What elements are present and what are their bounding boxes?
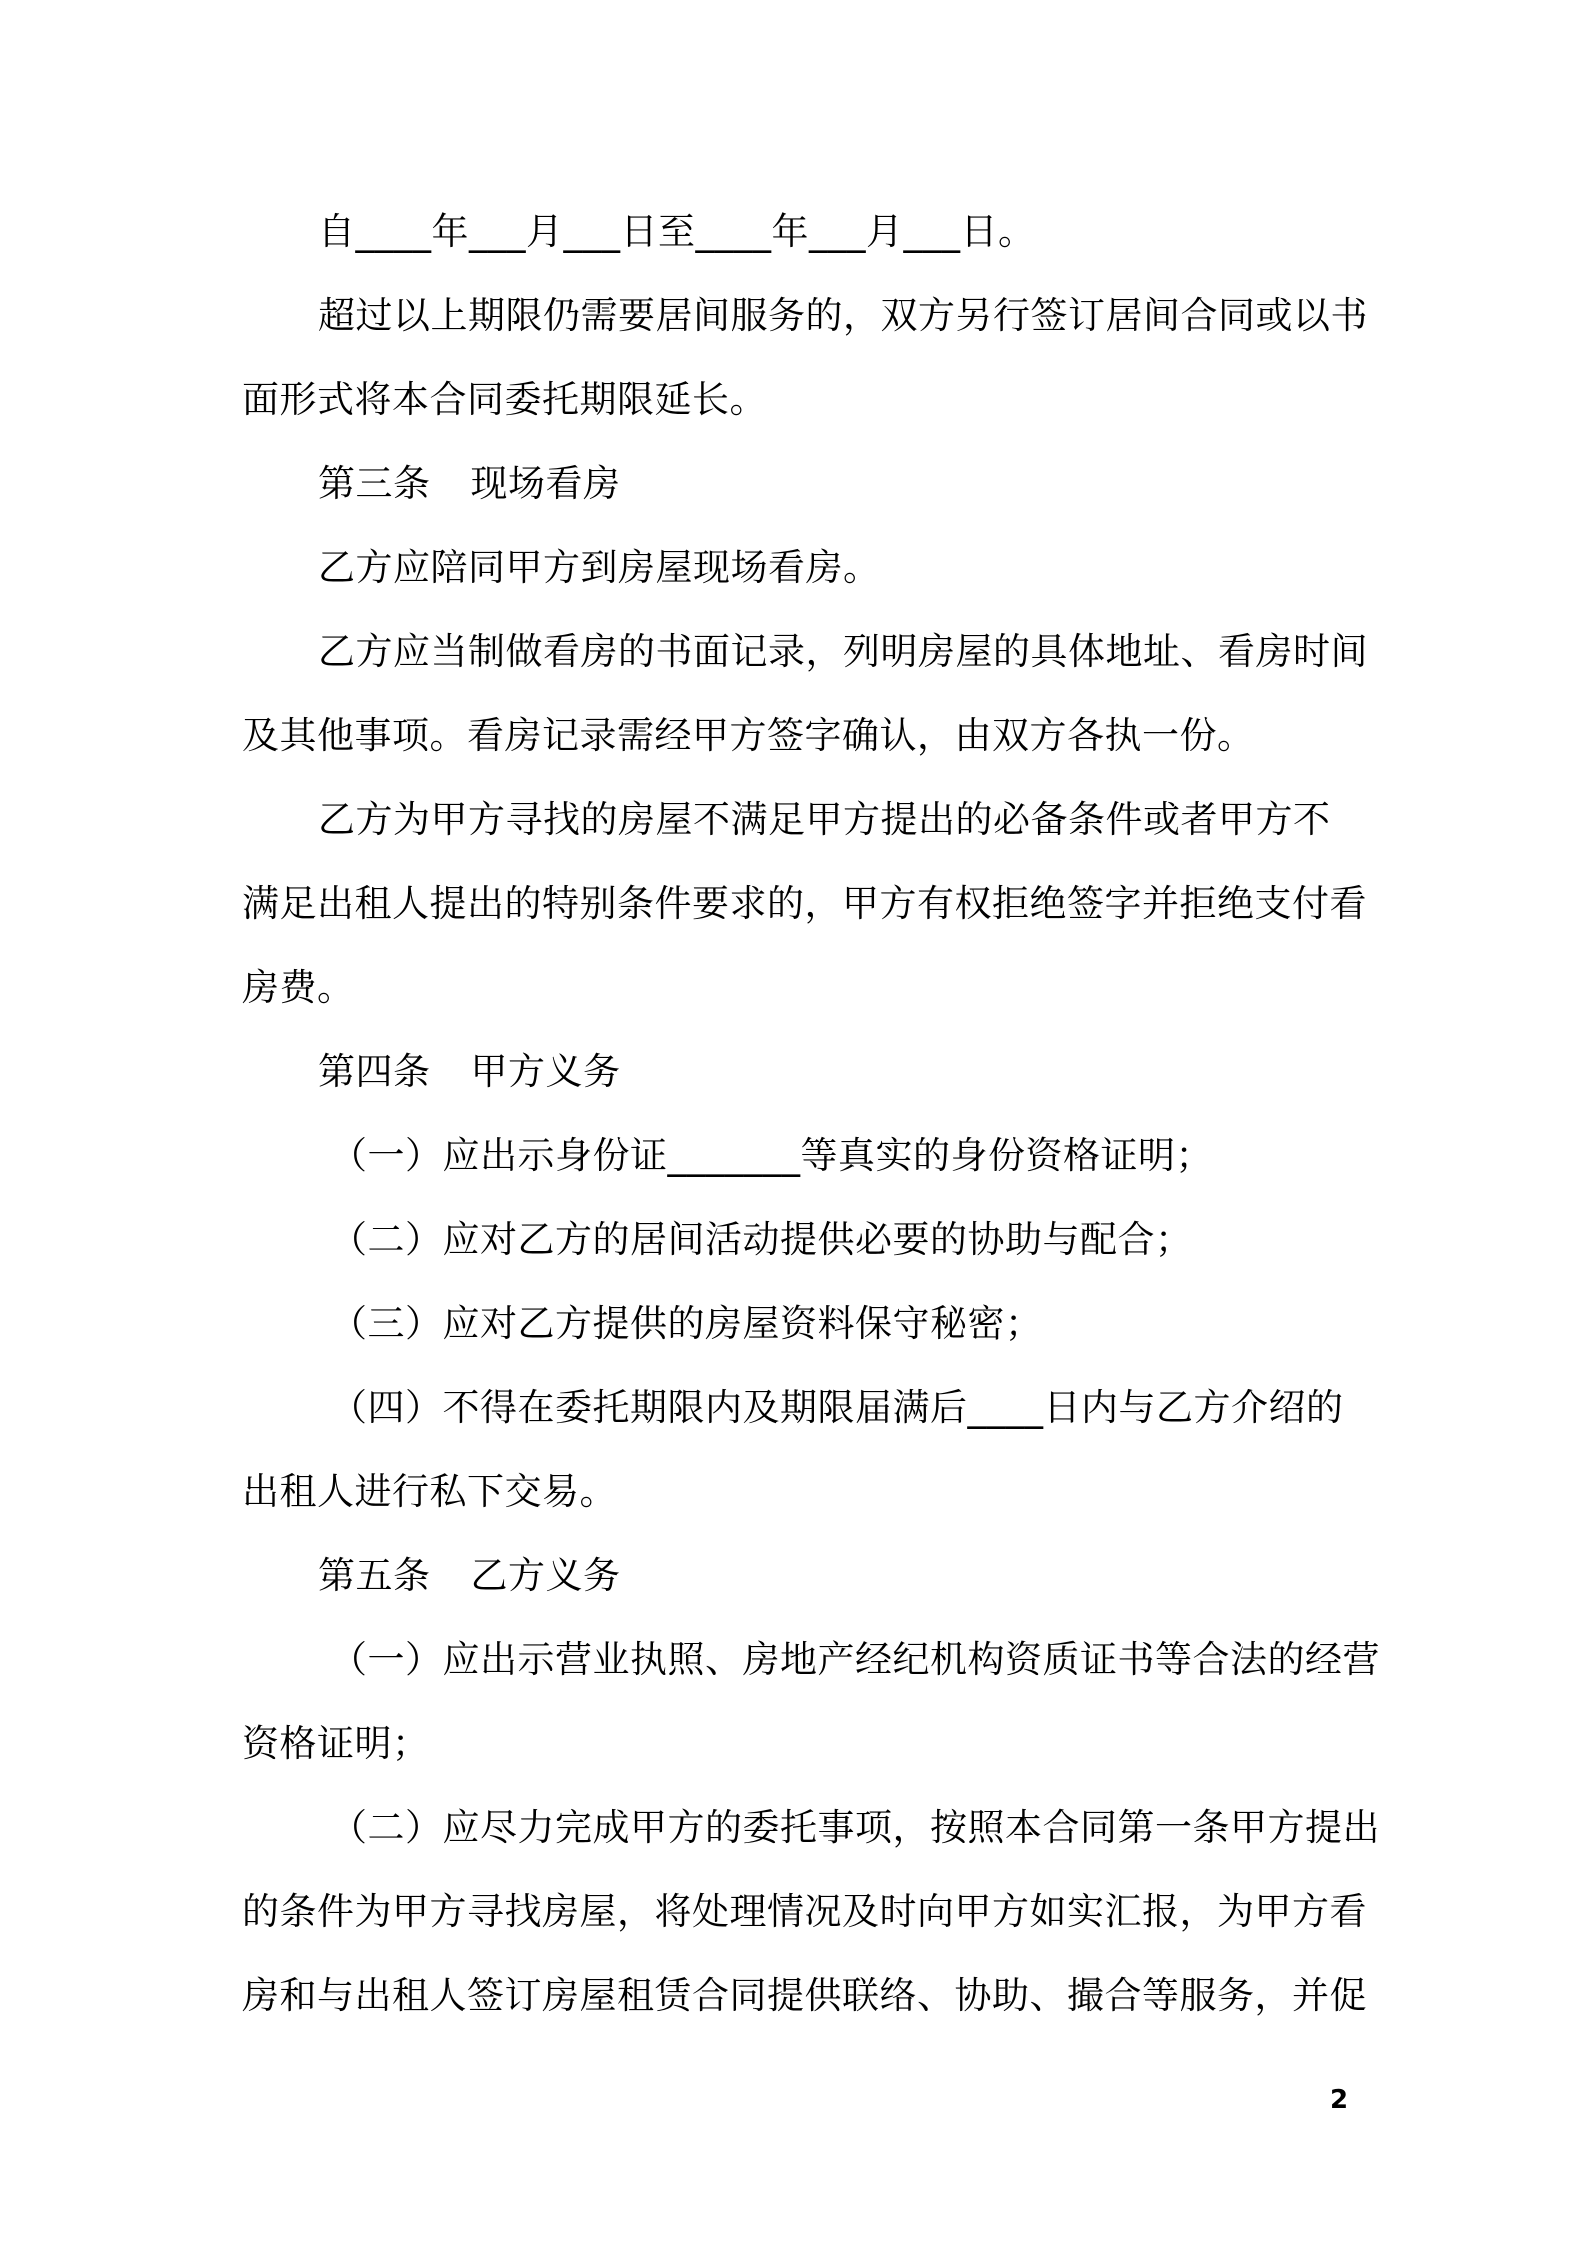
- article-title: 甲方义务: [470, 1050, 621, 1093]
- page-number: 2: [1330, 2085, 1349, 2115]
- paragraph-line: 房费。: [242, 966, 355, 1009]
- obligation-item: （一）应出示身份证_______等真实的身份资格证明；: [330, 1134, 1213, 1177]
- obligation-item: （二）应对乙方的居间活动提供必要的协助与配合；: [330, 1218, 1193, 1261]
- paragraph-line: 满足出租人提出的特别条件要求的，甲方有权拒绝签字并拒绝支付看: [242, 882, 1367, 925]
- paragraph-line: 资格证明；: [242, 1722, 430, 1765]
- article-number: 第三条: [318, 462, 431, 505]
- date-range-line: 自____年___月___日至____年___月___日。: [318, 210, 1036, 253]
- article-title: 现场看房: [470, 462, 621, 505]
- paragraph-line: 乙方应陪同甲方到房屋现场看房。: [318, 546, 881, 589]
- article-number: 第五条: [318, 1554, 431, 1597]
- obligation-item: （四）不得在委托期限内及期限届满后____日内与乙方介绍的: [330, 1386, 1344, 1429]
- obligation-item: （三）应对乙方提供的房屋资料保守秘密；: [330, 1302, 1043, 1345]
- obligation-item: （一）应出示营业执照、房地产经纪机构资质证书等合法的经营: [330, 1638, 1380, 1681]
- article-title: 乙方义务: [470, 1554, 621, 1597]
- paragraph-line: 及其他事项。看房记录需经甲方签字确认，由双方各执一份。: [242, 714, 1255, 757]
- article-heading: [318, 460, 1362, 508]
- paragraph-line: 的条件为甲方寻找房屋，将处理情况及时向甲方如实汇报，为甲方看: [242, 1890, 1367, 1933]
- paragraph-line: 房和与出租人签订房屋租赁合同提供联络、协助、撮合等服务，并促: [242, 1974, 1367, 2017]
- paragraph-line: 超过以上期限仍需要居间服务的，双方另行签订居间合同或以书: [318, 294, 1368, 337]
- paragraph-line: 面形式将本合同委托期限延长。: [242, 378, 767, 421]
- obligation-item: （二）应尽力完成甲方的委托事项，按照本合同第一条甲方提出: [330, 1806, 1380, 1849]
- paragraph-line: 出租人进行私下交易。: [242, 1470, 617, 1513]
- paragraph-line: 乙方应当制做看房的书面记录，列明房屋的具体地址、看房时间: [318, 630, 1368, 673]
- article-heading: [318, 1552, 1362, 1600]
- article-number: 第四条: [318, 1050, 431, 1093]
- paragraph-line: 乙方为甲方寻找的房屋不满足甲方提出的必备条件或者甲方不: [318, 798, 1331, 841]
- article-heading: [318, 1048, 1362, 1096]
